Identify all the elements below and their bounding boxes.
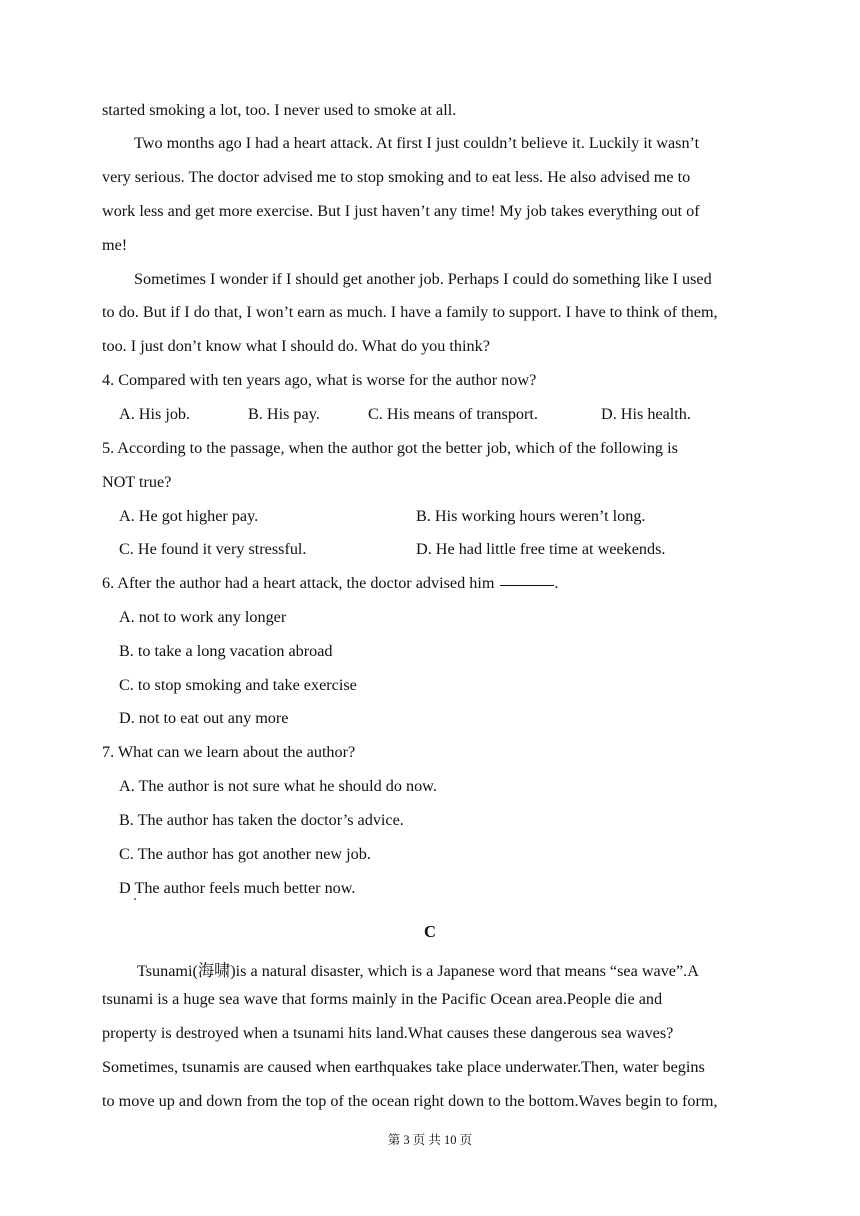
option-a: A. The author is not sure what he should do now. — [119, 777, 437, 795]
question-5-stem-cont: NOT true? — [102, 473, 172, 491]
option-b: B. The author has taken the doctor’s advice. — [119, 811, 404, 829]
option-b: B. His working hours weren’t long. — [416, 507, 646, 525]
question-6-stem-end: . — [554, 574, 559, 592]
question-7-stem: 7. What can we learn about the author? — [102, 743, 356, 761]
option-b: B. His pay. — [248, 405, 320, 423]
passage-line: very serious. The doctor advised me to stop smoking and to eat less. He also advised me to — [102, 168, 691, 186]
passage-line: me! — [102, 236, 128, 254]
passage-line: too. I just don’t know what I should do. What do you think? — [102, 337, 490, 355]
question-6-stem — [102, 574, 558, 593]
option-d: D. He had little free time at weekends. — [416, 540, 666, 558]
passage-line: tsunami is a huge sea wave that forms mainly in the Pacific Ocean area.People die and — [102, 990, 663, 1008]
stray-dot — [134, 898, 136, 900]
option-a: A. not to work any longer — [119, 608, 287, 626]
passage-line: Tsunami(海啸)is a natural disaster, which is a Japanese word that means “sea wave”.A — [137, 962, 699, 980]
option-c: C. He found it very stressful. — [119, 540, 307, 558]
passage-line: Sometimes I wonder if I should get another job. Perhaps I could do something like I used — [134, 270, 712, 288]
answer-blank — [500, 584, 554, 586]
option-d: D. His health. — [601, 405, 691, 423]
section-heading: C — [424, 922, 436, 941]
passage-line: Two months ago I had a heart attack. At first I just couldn’t believe it. Luckily it wasn’t — [134, 134, 700, 152]
question-6-stem-text: 6. After the author had a heart attack, the doctor advised him — [102, 574, 495, 592]
option-c: C. The author has got another new job. — [119, 845, 371, 863]
option-c: C. to stop smoking and take exercise — [119, 676, 357, 694]
option-b: B. to take a long vacation abroad — [119, 642, 333, 660]
question-5-stem: 5. According to the passage, when the author got the better job, which of the following is — [102, 439, 678, 457]
option-c: C. His means of transport. — [368, 405, 538, 423]
passage-line: to do. But if I do that, I won’t earn as much. I have a family to support. I have to think of them, — [102, 303, 718, 321]
option-a: A. His job. — [119, 405, 191, 423]
option-d: D. not to eat out any more — [119, 709, 289, 727]
passage-line: work less and get more exercise. But I just haven’t any time! My job takes everything out of — [102, 202, 700, 220]
passage-line: property is destroyed when a tsunami hits land.What causes these dangerous sea waves? — [102, 1024, 674, 1042]
page-footer: 第 3 页 共 10 页 — [387, 1133, 473, 1147]
passage-line: Sometimes, tsunamis are caused when earthquakes take place underwater.Then, water begins — [102, 1058, 705, 1076]
option-d: D The author feels much better now. — [119, 879, 356, 897]
question-4-stem: 4. Compared with ten years ago, what is worse for the author now? — [102, 371, 537, 389]
passage-line: started smoking a lot, too. I never used to smoke at all. — [102, 101, 457, 119]
passage-line: to move up and down from the top of the ocean right down to the bottom.Waves begin to form, — [102, 1092, 718, 1110]
option-a: A. He got higher pay. — [119, 507, 259, 525]
